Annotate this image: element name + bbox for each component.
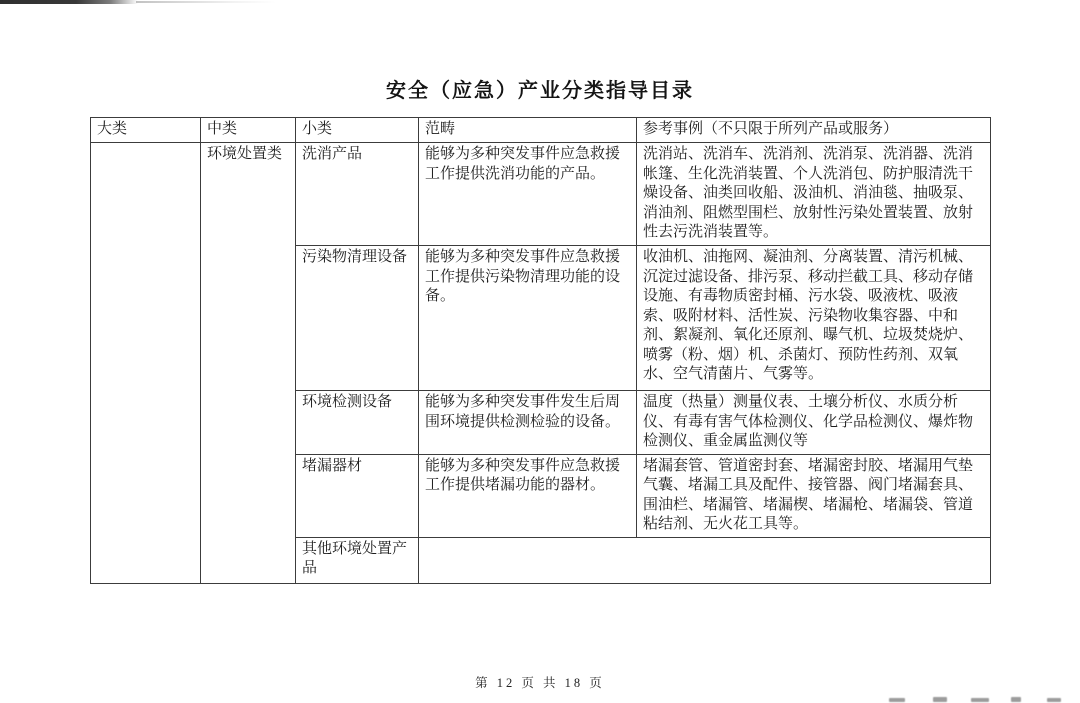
cell-subcategory: 其他环境处置产品 — [296, 537, 419, 583]
classification-table — [90, 117, 991, 584]
cell-subcategory: 堵漏器材 — [296, 454, 419, 537]
scan-smudge-top-left-tail — [136, 1, 276, 3]
cell-scope: 能够为多种突发事件发生后周围环境提供检测检验的设备。 — [419, 391, 637, 455]
cell-subcategory: 污染物清理设备 — [296, 246, 419, 391]
page-number: 第 12 页 共 18 页 — [475, 676, 605, 690]
cell-major-category — [91, 143, 201, 584]
cell-scope: 能够为多种突发事件应急救援工作提供洗消功能的产品。 — [419, 143, 637, 246]
scan-smudge-top-left — [0, 0, 138, 4]
cell-examples: 洗消站、洗消车、洗消剂、洗消泵、洗消器、洗消帐篷、生化洗消装置、个人洗消包、防护服清洗干燥设备、油类回收船、汲油机、消油毯、抽吸泵、消油剂、阻燃型围栏、放射性污染处置装置、放射性去污洗消装置等。 — [637, 143, 991, 246]
page-title: 安全（应急）产业分类指导目录 — [386, 80, 694, 102]
cell-scope: 能够为多种突发事件应急救援工作提供堵漏功能的器材。 — [419, 454, 637, 537]
cell-subcategory: 环境检测设备 — [296, 391, 419, 455]
cell-examples: 温度（热量）测量仪表、土壤分析仪、水质分析仪、有毒有害气体检测仪、化学品检测仪、爆炸物检测仪、重金属监测仪等 — [637, 391, 991, 455]
header-major-category: 大类 — [91, 118, 201, 143]
header-subcategory: 小类 — [296, 118, 419, 143]
header-examples: 参考事例（不只限于所列产品或服务） — [637, 118, 991, 143]
header-scope: 范畴 — [419, 118, 637, 143]
cell-middle-category: 环境处置类 — [201, 143, 296, 584]
cell-subcategory: 洗消产品 — [296, 143, 419, 246]
cell-examples: 收油机、油拖网、凝油剂、分离装置、清污机械、沉淀过滤设备、排污泵、移动拦截工具、移动存储设施、有毒物质密封桶、污水袋、吸液枕、吸液索、吸附材料、活性炭、污染物收集容器、中和剂、絮凝剂、氧化还原剂、曝气机、垃圾焚烧炉、喷雾（粉、烟）机、杀菌灯、预防性药剂、双氧水、空气清菌片、气雾等。 — [637, 246, 991, 391]
header-middle-category: 中类 — [201, 118, 296, 143]
scan-artifact-bottom-right — [885, 694, 1080, 703]
table-row — [91, 143, 991, 246]
cell-scope: 能够为多种突发事件应急救援工作提供污染物清理功能的设备。 — [419, 246, 637, 391]
cell-scope-examples-merged — [419, 537, 991, 583]
table-header-row — [91, 118, 991, 143]
cell-examples: 堵漏套管、管道密封套、堵漏密封胶、堵漏用气垫气囊、堵漏工具及配件、接管器、阀门堵漏套具、围油栏、堵漏管、堵漏楔、堵漏枪、堵漏袋、管道粘结剂、无火花工具等。 — [637, 454, 991, 537]
